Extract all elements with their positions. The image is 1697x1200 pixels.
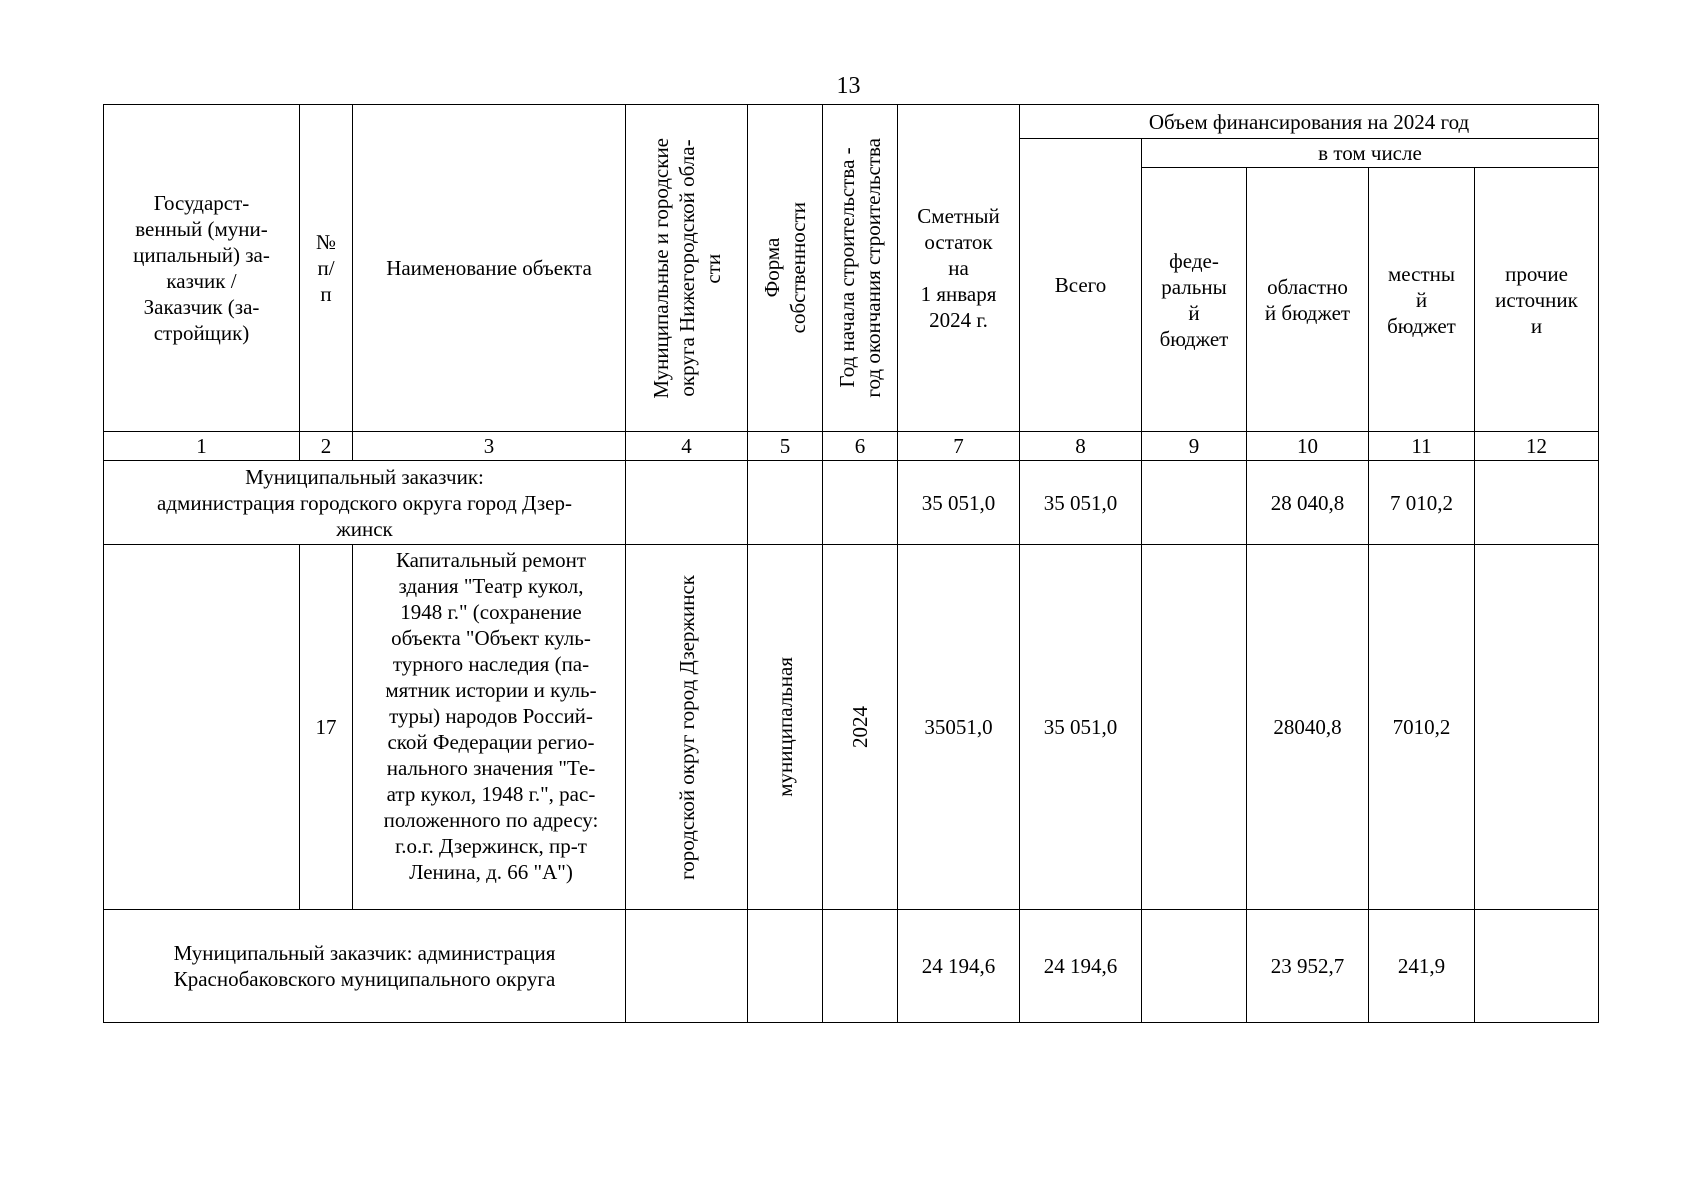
header-including: в том числе: [1142, 139, 1599, 168]
ownership-cell: [748, 461, 823, 545]
header-years-text: Год начала строительства - год окончания строительства: [835, 138, 885, 398]
column-number: 4: [626, 432, 748, 461]
regional-cell: 23 952,7: [1247, 910, 1369, 1023]
ownership-text: муниципальная: [773, 657, 797, 797]
federal-cell: [1142, 910, 1247, 1023]
column-number: 5: [748, 432, 823, 461]
column-number: 7: [898, 432, 1020, 461]
column-numbers-row: [104, 432, 1599, 461]
column-number: 8: [1020, 432, 1142, 461]
district-cell: [626, 461, 748, 545]
table-row: [104, 910, 1599, 1023]
table-row: [104, 545, 1599, 910]
column-number: 6: [823, 432, 898, 461]
header-district: [626, 105, 748, 432]
column-number: 1: [104, 432, 300, 461]
header-number: № п/ п: [300, 105, 353, 432]
estimate-cell: 35 051,0: [898, 461, 1020, 545]
customer-cell: [104, 545, 300, 910]
district-cell: [626, 545, 748, 910]
local-cell: 241,9: [1369, 910, 1475, 1023]
column-number: 10: [1247, 432, 1369, 461]
total-cell: 35 051,0: [1020, 461, 1142, 545]
regional-cell: 28 040,8: [1247, 461, 1369, 545]
years-cell: [823, 545, 898, 910]
object-name: Капитальный ремонт здания "Театр кукол, 1948 г." (сохранение объекта "Объект куль- турного наследия (па- мятник истории и куль- туры) народов Россий- ской Федерации регио- нального значения "Те- атр кукол, 1948 г.", рас- положенного по адресу: г.о.г. Дзержинск, пр-т Ленина, д. 66 "А"): [353, 545, 626, 910]
local-cell: 7 010,2: [1369, 461, 1475, 545]
estimate-cell: 24 194,6: [898, 910, 1020, 1023]
years-cell: [823, 910, 898, 1023]
customer-name: Муниципальный заказчик: администрация Краснобаковского муниципального округа: [104, 910, 626, 1023]
table-row: [104, 461, 1599, 545]
local-cell: 7010,2: [1369, 545, 1475, 910]
header-estimate: Сметный остаток на 1 января 2024 г.: [898, 105, 1020, 432]
district-text: городской округ город Дзержинск: [674, 574, 699, 880]
header-ownership: [748, 105, 823, 432]
header-regional: областно й бюджет: [1247, 168, 1369, 432]
estimate-cell: 35051,0: [898, 545, 1020, 910]
years-cell: [823, 461, 898, 545]
district-cell: [626, 910, 748, 1023]
header-customer: Государст- венный (муни- ципальный) за- казчик / Заказчик (за- стройщик): [104, 105, 300, 432]
header-financing-title: Объем финансирования на 2024 год: [1020, 105, 1599, 139]
column-number: 11: [1369, 432, 1475, 461]
header-object-name: Наименование объекта: [353, 105, 626, 432]
column-number: 2: [300, 432, 353, 461]
column-number: 3: [353, 432, 626, 461]
other-cell: [1475, 910, 1599, 1023]
header-years: [823, 105, 898, 432]
regional-cell: 28040,8: [1247, 545, 1369, 910]
total-cell: 24 194,6: [1020, 910, 1142, 1023]
ownership-cell: [748, 910, 823, 1023]
header-local: местны й бюджет: [1369, 168, 1475, 432]
column-number: 9: [1142, 432, 1247, 461]
header-ownership-text: Форма собственности: [760, 202, 810, 334]
years-text: 2024: [848, 706, 872, 748]
financing-table: [103, 104, 1599, 1023]
other-cell: [1475, 545, 1599, 910]
other-cell: [1475, 461, 1599, 545]
header-district-text: Муниципальные и городские округа Нижегородской обла- сти: [648, 137, 725, 399]
ownership-cell: [748, 545, 823, 910]
row-number: 17: [300, 545, 353, 910]
total-cell: 35 051,0: [1020, 545, 1142, 910]
federal-cell: [1142, 461, 1247, 545]
header-other: прочие источник и: [1475, 168, 1599, 432]
customer-name: Муниципальный заказчик: администрация городского округа город Дзер- жинск: [104, 461, 626, 545]
header-total: Всего: [1020, 139, 1142, 432]
column-number: 12: [1475, 432, 1599, 461]
federal-cell: [1142, 545, 1247, 910]
header-federal: феде- ральны й бюджет: [1142, 168, 1247, 432]
page-number: 13: [836, 73, 861, 99]
